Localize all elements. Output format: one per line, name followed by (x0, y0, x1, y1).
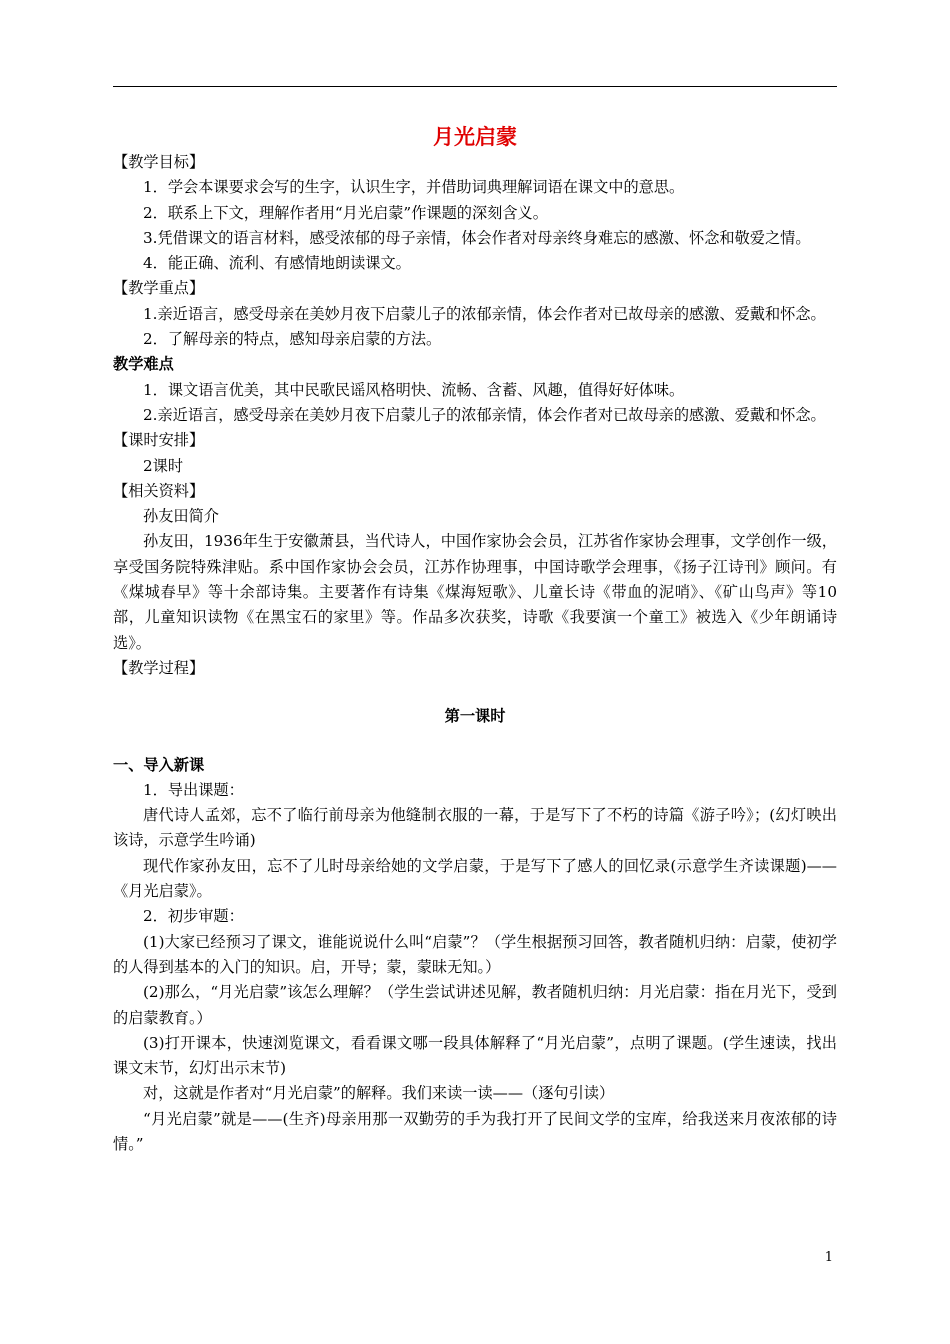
schedule-text: 2课时 (143, 456, 184, 475)
lesson-title: 第一课时 (444, 707, 506, 726)
part1-paragraph: (3)打开课本，快速浏览课文，看看课文哪一段具体解释了“月光启蒙”，点明了课题。(学生速读，找出课文末节，幻灯出示末节) (113, 1033, 837, 1078)
key-point-item: 2．了解母亲的特点，感知母亲启蒙的方法。 (143, 330, 442, 349)
materials-text: 孙友田，1936年生于安徽萧县，当代诗人，中国作家协会会员，江苏省作家协会理事，文学创作一级，享受国务院特殊津贴。系中国作家协会会员，江苏作协理事，中国诗歌学会理事，《扬子江诗刊》顾问。有《煤城春早》等十余部诗集。主要著作有诗集《煤海短歌》、儿童长诗《带血的泥哨》、《矿山鸟声》等10部，儿童知识读物《在黑宝石的家里》等。作品多次获奖，诗歌《我要演一个童工》被选入《少年朗诵诗选》。 (113, 532, 837, 652)
document-title: 月光启蒙 (433, 125, 517, 149)
difficulty-item: 2.亲近语言，感受母亲在美妙月夜下启蒙儿子的浓郁亲情，体会作者对已故母亲的感激、爱戴和怀念。 (143, 405, 826, 424)
part1-paragraph: 1．导出课题： (143, 780, 244, 799)
key-point-item: 1.亲近语言，感受母亲在美妙月夜下启蒙儿子的浓郁亲情，体会作者对已故母亲的感激、爱戴和怀念。 (143, 304, 826, 323)
goal-item: 1．学会本课要求会写的生字，认识生字，并借助词典理解词语在课文中的意思。 (143, 178, 685, 197)
difficulties-heading: 教学难点 (113, 355, 174, 374)
part1-paragraph: “月光启蒙”就是——(生齐)母亲用那一双勤劳的手为我打开了民间文学的宝库，给我送来月夜浓郁的诗情。” (113, 1109, 837, 1153)
part1-heading: 一、导入新课 (113, 755, 205, 774)
key-points-heading: 【教学重点】 (113, 279, 205, 298)
part1-paragraph: (1)大家已经预习了课文，谁能说说什么叫“启蒙”？（学生根据预习回答，教者随机归纳：启蒙，使初学的人得到基本的入门的知识。启，开导；蒙，蒙昧无知。） (113, 932, 837, 976)
difficulty-item: 1．课文语言优美，其中民歌民谣风格明快、流畅、含蓄、风趣，值得好好体味。 (143, 380, 685, 399)
part1-paragraph: 现代作家孙友田，忘不了儿时母亲给她的文学启蒙，于是写下了感人的回忆录(示意学生齐读课题)——《月光启蒙》。 (113, 856, 837, 901)
header-rule (113, 86, 837, 87)
page-number: 1 (824, 1250, 833, 1265)
part1-paragraph: 对，这就是作者对“月光启蒙”的解释。我们来读一读——（逐句引读） (143, 1084, 615, 1103)
goals-heading: 【教学目标】 (113, 153, 205, 171)
schedule-heading: 【课时安排】 (113, 431, 205, 450)
document-body (113, 150, 837, 1157)
materials-subtitle: 孙友田简介 (143, 507, 219, 526)
part1-paragraph: (2)那么，“月光启蒙”该怎么理解？（学生尝试讲述见解，教者随机归纳：月光启蒙：指在月光下，受到的启蒙教育。） (113, 983, 837, 1027)
materials-heading: 【相关资料】 (113, 481, 205, 500)
part1-paragraph: 唐代诗人孟郊，忘不了临行前母亲为他缝制衣服的一幕，于是写下了不朽的诗篇《游子吟》；(幻灯映出该诗，示意学生吟诵) (113, 806, 837, 850)
goal-item: 2．联系上下文，理解作者用“月光启蒙”作课题的深刻含义。 (143, 203, 548, 222)
goal-item: 3.凭借课文的语言材料，感受浓郁的母子亲情，体会作者对母亲终身难忘的感激、怀念和敬爱之情。 (143, 228, 811, 247)
process-heading: 【教学过程】 (113, 658, 205, 677)
part1-paragraph: 2．初步审题： (143, 907, 244, 926)
goal-item: 4．能正确、流利、有感情地朗读课文。 (143, 254, 411, 273)
